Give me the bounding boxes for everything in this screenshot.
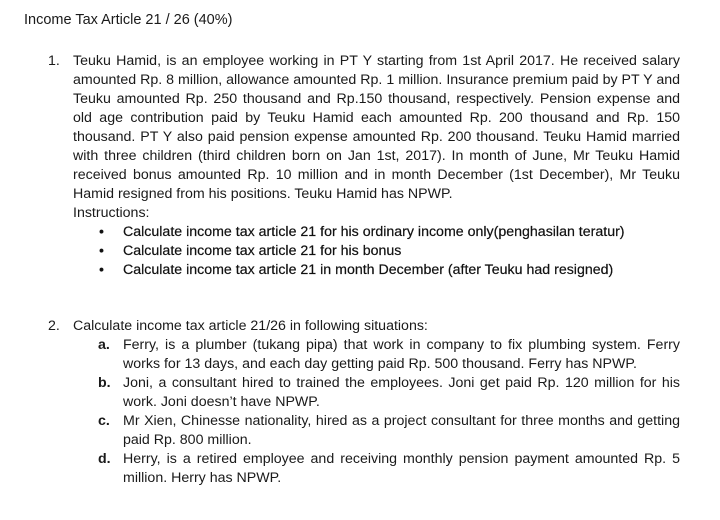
instruction-text: Calculate income tax article 21 for his bonus (123, 243, 402, 259)
bullet-icon: • (99, 243, 104, 259)
situation-text: Ferry, is a plumber (tukang pipa) that work in company to fix plumbing system. Ferry works for 13 days, and each day getting paid Rp. 500 thousand. Ferry has NPWP. (123, 337, 680, 372)
situation-item (73, 336, 680, 374)
document-title: Income Tax Article 21 / 26 (40%) (24, 12, 233, 28)
question-2-text: Calculate income tax article 21/26 in following situations: (73, 318, 428, 334)
situation-item (73, 374, 680, 412)
instructions-list (73, 223, 680, 280)
situation-item (73, 450, 680, 488)
question-1-number: 1. (48, 53, 60, 69)
question-1-text: Teuku Hamid, is an employee working in PT Y starting from 1st April 2017. He received salary amounted Rp. 8 million, allowance amounted Rp. 1 million. Insurance premium paid by PT Y and Teuku amounted Rp. 250 thousand and Rp.150 thousand, respectively. Pension expense and old age contribution paid by Teuku Hamid each amounted Rp. 200 thousand and Rp. 150 thousand. PT Y also paid pension expense amounted Rp. 200 thousand. Teuku Hamid married with three children (third children born on Jan 1st, 2017). In month of June, Mr Teuku Hamid received bonus amounted Rp. 10 million and in month December (1st December), Mr Teuku Hamid resigned from his positions. Teuku Hamid has NPWP. (73, 53, 680, 202)
situation-text: Mr Xien, Chinesse nationality, hired as a project consultant for three months and getting paid Rp. 800 million. (123, 413, 680, 448)
situation-letter: d. (98, 451, 111, 467)
question-1-body (73, 52, 680, 280)
situation-letter: c. (98, 413, 110, 429)
bullet-icon: • (99, 262, 104, 278)
situation-letter: b. (98, 375, 111, 391)
situation-text: Herry, is a retired employee and receiving monthly pension payment amounted Rp. 5 million. Herry has NPWP. (123, 451, 680, 486)
instruction-text: Calculate income tax article 21 for his ordinary income only(penghasilan teratur) (123, 224, 625, 240)
instruction-item (73, 261, 680, 280)
situation-letter: a. (98, 337, 110, 353)
situation-text: Joni, a consultant hired to trained the employees. Joni get paid Rp. 120 million for his work. Joni doesn’t have NPWP. (123, 375, 680, 410)
instruction-item (73, 223, 680, 242)
situation-item (73, 412, 680, 450)
instructions-label: Instructions: (73, 205, 150, 221)
instruction-text: Calculate income tax article 21 in month December (after Teuku had resigned) (123, 262, 614, 278)
question-2-body (73, 317, 680, 488)
situations-list (73, 336, 680, 488)
bullet-icon: • (99, 224, 104, 240)
instruction-item (73, 242, 680, 261)
question-2-number: 2. (48, 318, 60, 334)
